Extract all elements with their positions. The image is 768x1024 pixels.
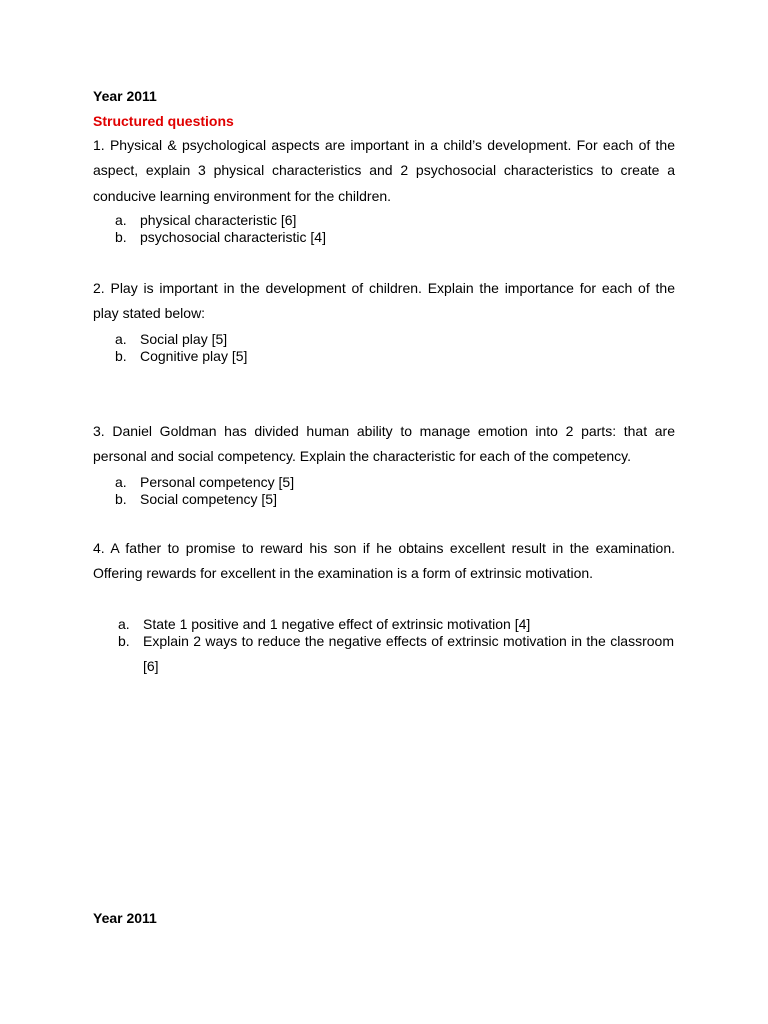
part-text: Personal competency [5] (140, 474, 295, 490)
question-4: 4. A father to promise to reward his son if he obtains excellent result in the examination. Offering rewards for excellent in the examination is a form of extrinsic motivation. (93, 540, 675, 582)
section-title: Structured questions (93, 113, 234, 129)
question-part (115, 491, 675, 508)
question-1-parts (115, 212, 675, 246)
question-2-parts (115, 331, 675, 365)
part-text: State 1 positive and 1 negative effect of extrinsic motivation [4] (143, 616, 531, 632)
year-heading: Year 2011 (93, 88, 157, 104)
question-4-parts (118, 616, 674, 679)
part-marker: a. (118, 616, 130, 632)
part-marker: b. (115, 348, 127, 364)
part-text: Social competency [5] (140, 491, 277, 507)
part-marker: b. (115, 229, 127, 245)
part-text: physical characteristic [6] (140, 212, 297, 228)
part-marker: b. (118, 633, 130, 649)
part-marker: b. (115, 491, 127, 507)
question-part (115, 331, 675, 348)
part-text: psychosocial characteristic [4] (140, 229, 326, 245)
question-part (115, 229, 675, 246)
part-marker: a. (115, 331, 127, 347)
question-part (115, 348, 675, 365)
question-part (118, 629, 674, 679)
question-3: 3. Daniel Goldman has divided human ability to manage emotion into 2 parts: that are personal and social competency. Explain the characteristic for each of the competency. (93, 423, 675, 465)
part-text: Cognitive play [5] (140, 348, 248, 364)
part-marker: a. (115, 474, 127, 490)
question-part (115, 212, 675, 229)
part-text: Explain 2 ways to reduce the negative effects of extrinsic motivation in the classroom [6] (143, 633, 674, 674)
part-marker: a. (115, 212, 127, 228)
part-text: Social play [5] (140, 331, 228, 347)
footer-year-heading: Year 2011 (93, 910, 157, 926)
question-2: 2. Play is important in the development of children. Explain the importance for each of the play stated below: (93, 280, 675, 322)
question-3-parts (115, 474, 675, 508)
question-1: 1. Physical & psychological aspects are important in a child’s development. For each of the aspect, explain 3 physical characteristics and 2 psychosocial characteristics to create a conducive learning environment for the children. (93, 137, 675, 204)
question-part (115, 474, 675, 491)
